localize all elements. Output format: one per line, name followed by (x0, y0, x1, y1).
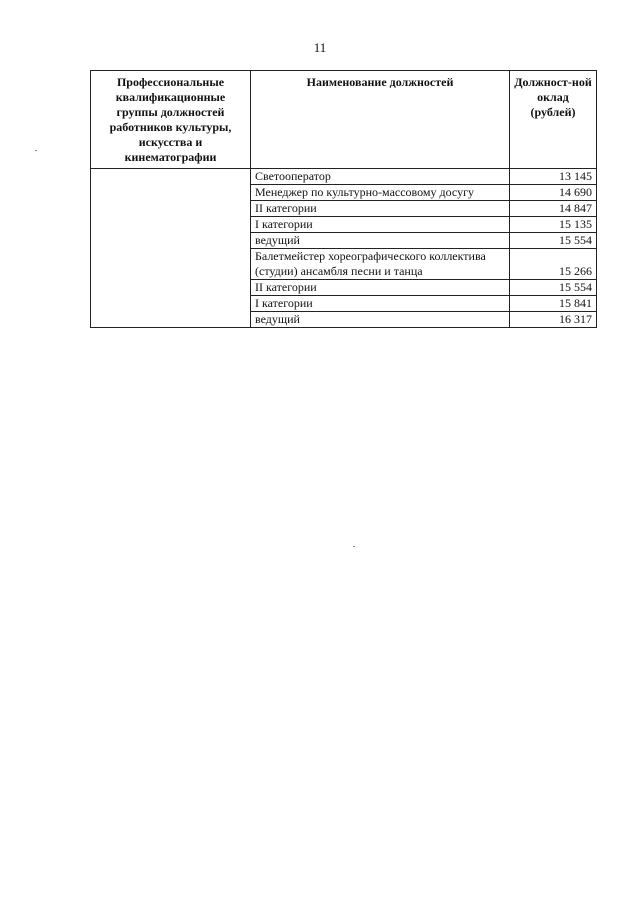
position-name: I категории (251, 296, 510, 312)
salary-value: 14 690 (510, 185, 597, 201)
scan-speck (353, 546, 355, 547)
page-number: 11 (313, 40, 327, 55)
header-salary: Должност-ной оклад (рублей) (510, 71, 597, 169)
position-name: Менеджер по культурно-массовому досугу (251, 185, 510, 201)
position-name: I категории (251, 217, 510, 233)
position-name: ведущий (251, 312, 510, 328)
position-name: Светооператор (251, 169, 510, 185)
position-name: ведущий (251, 233, 510, 249)
position-name: II категории (251, 280, 510, 296)
table-header-row (91, 71, 597, 169)
salary-value: 13 145 (510, 169, 597, 185)
header-group: Профессиональные квалификационные группы должностей работников культуры, искусства и кинематографии (91, 71, 251, 169)
salary-value: 16 317 (510, 312, 597, 328)
salary-value: 15 841 (510, 296, 597, 312)
scan-speck (35, 150, 37, 151)
header-position: Наименование должностей (251, 71, 510, 169)
table-row (91, 169, 597, 185)
position-name: Балетмейстер хореографического коллектива (студии) ансамбля песни и танца (251, 249, 510, 280)
salary-value: 15 554 (510, 280, 597, 296)
salary-value: 15 266 (510, 249, 597, 280)
group-cell (91, 169, 251, 328)
position-name: II категории (251, 201, 510, 217)
salary-table (90, 70, 597, 328)
salary-value: 14 847 (510, 201, 597, 217)
salary-value: 15 135 (510, 217, 597, 233)
salary-value: 15 554 (510, 233, 597, 249)
